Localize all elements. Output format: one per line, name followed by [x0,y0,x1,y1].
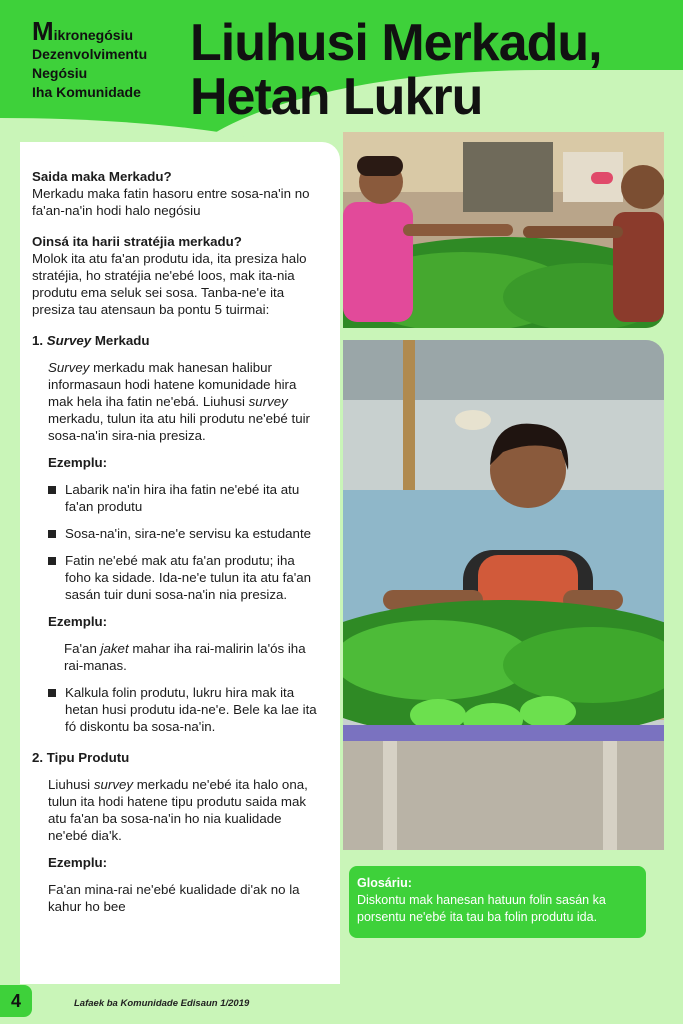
market-photo-vendor [343,340,664,850]
glossary-heading: Glosáriu: [357,876,412,890]
section-1-paragraph: Survey merkadu mak hanesan halibur informasaun hodi hatene komunidade hira mak hela iha fatin ne'ebá. Liuhusi survey merkadu, tulun ita atu hili produtu ne'ebé tuir sosa-na'in sira-nia presiza. [48,360,310,443]
series-line-3: Negósiu [32,65,88,81]
example-text: Fa'an mina-rai ne'ebé kualidade di'ak no la kahur ho bee [48,882,300,914]
market-photo-exchange [343,132,664,328]
list-item: Fatin ne'ebé mak atu fa'an produtu; iha foho ka sidade. Ida-ne'e tulun ita atu fa'an sasán tuir duni sosa-na'in nia presiza. [32,552,324,603]
page-title [190,16,602,124]
glossary-text: Diskontu mak hanesan hatuun folin sasán ka porsentu ne'ebé ita tau ba folin produtu ida. [357,893,606,924]
market-photo-exchange-image [343,132,664,328]
glossary-box [349,866,646,938]
list-item: Labarik na'in hira iha fatin ne'ebé ita atu fa'an produtu [32,481,324,515]
series-line-4: Iha Komunidade [32,84,141,100]
example-text: Fa'an jaket mahar iha rai-malirin la'ós iha rai-manas. [64,641,306,673]
list-item: Kalkula folin produtu, lukru hira mak ita hetan husi produtu ida-ne'e. Bele ka lae ita fó diskontu ba sosa-na'in. [32,684,324,735]
answer-2: Molok ita atu fa'an produtu ida, ita presiza halo stratéjia, ho stratéjia ne'ebé loos, mak ita-nia produtu ema seluk sei sosa. Tanba-ne'e ita presiza tau atensaun ba pontu 5 tuirmai: [32,251,307,317]
bullet-icon [48,557,56,565]
article-body [32,168,324,915]
bullet-icon [48,486,56,494]
example-label: Ezemplu: [48,855,108,870]
question-2: Oinsá ita harii stratéjia merkadu? [32,234,242,249]
page-title-line-2: Hetan Lukru [190,68,483,126]
series-title [32,16,148,102]
bullet-icon [48,689,56,697]
page-title-line-1: Liuhusi Merkadu, [190,14,602,72]
series-line-1: ikronegósiu [53,27,134,43]
bullet-icon [48,530,56,538]
question-1: Saida maka Merkadu? [32,169,172,184]
series-line-2: Dezenvolvimentu [32,46,148,62]
series-initial: M [32,16,54,46]
market-photo-vendor-image [343,340,664,850]
section-2-title: 2. Tipu Produtu [32,750,130,765]
section-2-paragraph: Liuhusi survey merkadu ne'ebé ita halo ona, tulun ita hodi hatene tipu produtu saida mak atu fa'an ba sosa-na'in ho nia kualidade ne'ebé dia'k. [48,777,308,843]
page-header [0,0,683,140]
list-item: Sosa-na'in, sira-ne'e servisu ka estudante [32,525,324,542]
example-label: Ezemplu: [48,455,108,470]
page-number: 4 [0,985,32,1017]
example-label: Ezemplu: [48,614,108,629]
publication-footer: Lafaek ba Komunidade Edisaun 1/2019 [74,998,250,1009]
section-1-title: 1. Survey Merkadu [32,333,150,348]
answer-1: Merkadu maka fatin hasoru entre sosa-na'in no fa'an-na'in hodi halo negósiu [32,186,310,218]
